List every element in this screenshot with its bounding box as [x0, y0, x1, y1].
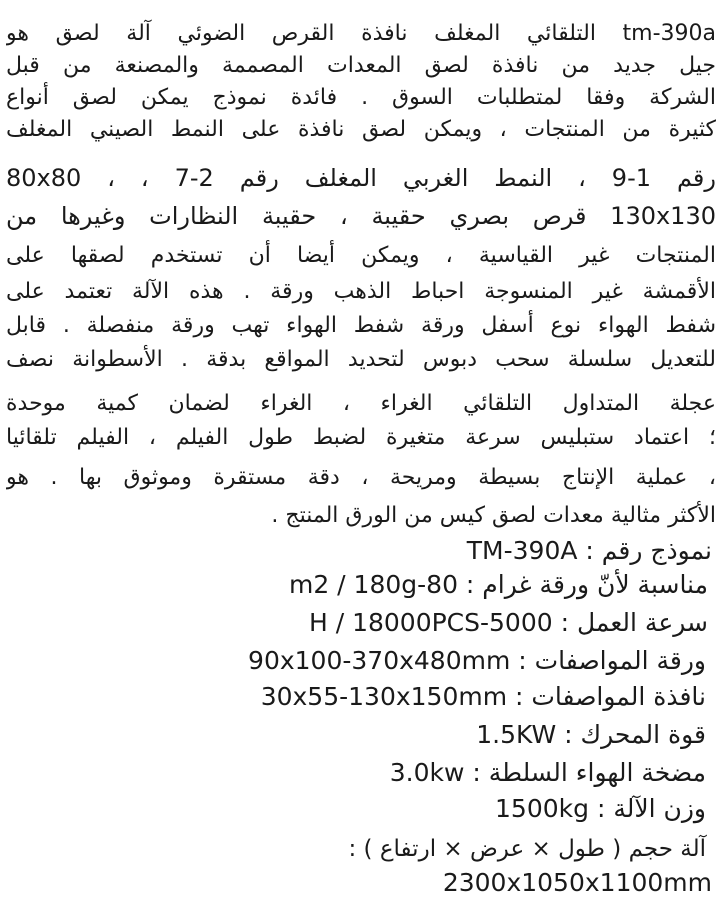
description-line: كثيرة من المنتجات ، ويمكن لصق نافذة على النمط الصيني المغلف	[6, 117, 716, 142]
description-line: المنتجات غير القياسية ، ويمكن أيضا أن تستخدم لصقها على	[6, 243, 716, 268]
spec-model: نموذج رقم : TM-390A	[466, 536, 712, 565]
description-line: عجلة المتداول التلقائي الغراء ، الغراء لضمان كمية موحدة	[6, 391, 716, 416]
description-line: 130x130 قرص بصري حقيبة ، حقيبة النظارات وغيرها من	[6, 202, 716, 230]
spec-dimension-value: 2300x1050x1100mm	[442, 868, 712, 897]
description-line: شفط الهواء نوع أسفل ورقة شفط الهواء تهب ورقة منفصلة . قابل	[6, 313, 716, 338]
spec-paper-size: ورقة المواصفات : 90x100-370x480mm	[248, 646, 706, 675]
spec-paper-weight: مناسبة لأنّ ورقة غرام : 80-m2 / 180g	[288, 570, 708, 599]
description-line: الشركة وفقا لمتطلبات السوق . فائدة نموذج يمكن لصق أنواع	[6, 85, 716, 110]
spec-speed: سرعة العمل : 5000-H / 18000PCS	[308, 608, 708, 637]
description-line: جيل جديد من نافذة لصق المعدات المصممة والمصنعة من قبل	[6, 53, 716, 78]
description-line: tm-390a التلقائي المغلف نافذة القرص الضوئي آلة لصق هو	[6, 21, 716, 46]
spec-air-pump: مضخة الهواء السلطة : 3.0kw	[389, 758, 706, 787]
description-line: الأكثر مثالية معدات لصق كيس من الورق المنتج .	[271, 503, 716, 528]
spec-weight: وزن الآلة : 1500kg	[495, 794, 706, 823]
spec-motor-power: قوة المحرك : 1.5KW	[476, 720, 706, 749]
description-line: للتعديل سلسلة سحب دبوس لتحديد المواقع بدقة . الأسطوانة نصف	[6, 347, 716, 372]
spec-dimension-label: آلة حجم ( طول × عرض × ارتفاع ) :	[348, 836, 706, 862]
description-line: رقم 1-9 ، النمط الغربي المغلف رقم 2-7 ، ، 80x80	[6, 164, 716, 192]
description-line: ؛ اعتماد ستبليس سرعة متغيرة لضبط طول الفيلم ، الفيلم تلقائيا	[6, 425, 716, 450]
description-line: ، عملية الإنتاج بسيطة ومريحة ، دقة مستقرة وموثوق بها . هو	[6, 465, 716, 490]
spec-window-size: نافذة المواصفات : 30x55-130x150mm	[260, 682, 706, 711]
description-line: الأقمشة غير المنسوجة احباط الذهب ورقة . هذه الآلة تعتمد على	[6, 279, 716, 304]
